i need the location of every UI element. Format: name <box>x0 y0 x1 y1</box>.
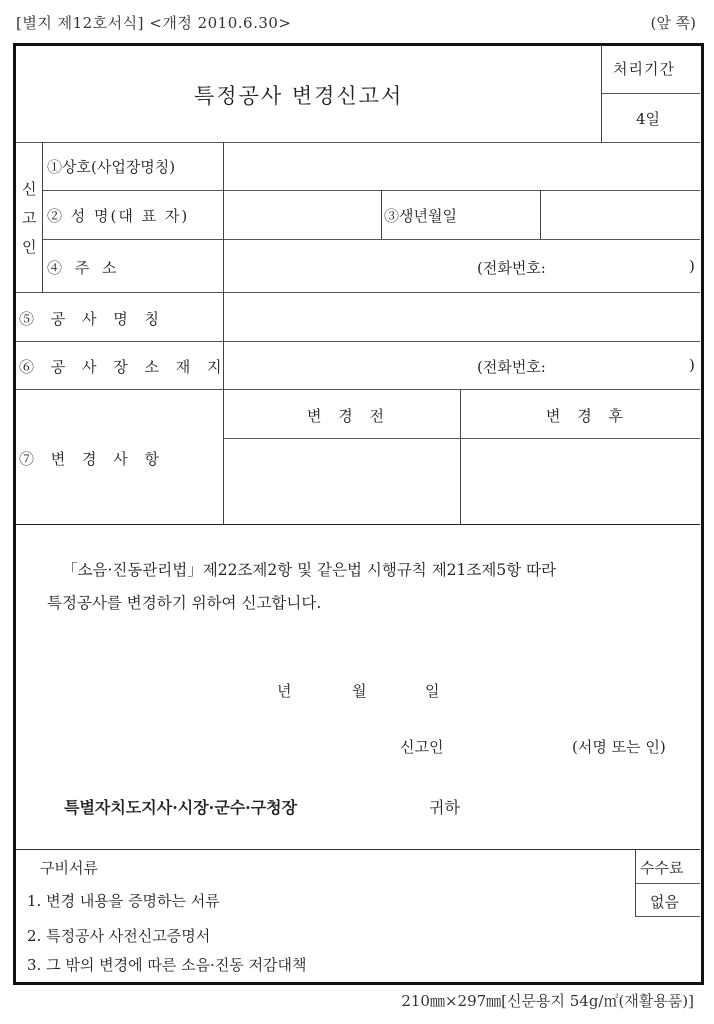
divider <box>16 524 700 525</box>
construction-name-label: ⑤ 공 사 명 칭 <box>19 310 166 328</box>
divider <box>42 190 700 191</box>
divider <box>16 292 700 293</box>
birth-date-label: ③생년월일 <box>384 207 457 225</box>
divider <box>16 389 700 390</box>
page-side: (앞 쪽) <box>650 14 696 32</box>
business-name-label: ①상호(사업장명칭) <box>47 158 176 176</box>
fee-value: 없음 <box>650 893 679 911</box>
paper-spec: 210㎜×297㎜[신문용지 54g/㎡(재활용품)] <box>401 992 694 1010</box>
address-phone-close: ) <box>689 257 695 275</box>
document-item-2: 2. 특정공사 사전신고증명서 <box>27 927 211 945</box>
divider <box>460 389 461 524</box>
processing-period-label: 처리기간 <box>613 60 675 78</box>
construction-name-field[interactable] <box>225 294 699 340</box>
construction-site-field[interactable] <box>225 343 699 388</box>
statement-line-2: 특정공사를 변경하기 위하여 신고합니다. <box>47 594 322 612</box>
after-change-header: 변 경 후 <box>546 407 630 425</box>
signature-hint: (서명 또는 인) <box>572 738 666 756</box>
divider <box>16 142 700 143</box>
divider <box>601 93 700 94</box>
reporter-group-label-3: 인 <box>22 238 37 256</box>
address-phone-label: (전화번호: <box>477 259 546 277</box>
divider <box>42 142 43 292</box>
documents-label: 구비서류 <box>40 859 98 877</box>
construction-site-phone-label: (전화번호: <box>477 358 546 376</box>
addressee-suffix: 귀하 <box>429 798 460 817</box>
reporter-group-label-1: 신 <box>22 180 37 198</box>
processing-period-value: 4일 <box>636 110 661 128</box>
statement-line-1: 「소음·진동관리법」제22조제2항 및 같은법 시행규칙 제21조제5항 따라 <box>62 561 557 579</box>
addressee: 특별자치도지사·시장·군수·구청장 <box>64 798 298 817</box>
construction-site-label: ⑥ 공 사 장 소 재 지 <box>19 358 228 376</box>
birth-date-field[interactable] <box>542 192 699 238</box>
divider <box>42 239 700 240</box>
after-change-field[interactable] <box>462 440 699 523</box>
reporter-group-label-2: 고 <box>22 209 37 227</box>
divider <box>635 916 700 917</box>
representative-name-label: ② 성 명(대 표 자) <box>47 207 190 225</box>
divider <box>540 190 541 239</box>
document-item-1: 1. 변경 내용을 증명하는 서류 <box>27 892 220 910</box>
date-day: 일 <box>425 682 440 700</box>
before-change-field[interactable] <box>225 440 459 523</box>
divider <box>16 341 700 342</box>
document-item-3: 3. 그 밖의 변경에 따른 소음·진동 저감대책 <box>27 956 307 974</box>
date-year: 년 <box>277 682 292 700</box>
divider <box>635 883 700 884</box>
divider <box>16 849 700 850</box>
fee-label: 수수료 <box>640 859 684 877</box>
form-number: [별지 제12호서식] <개정 2010.6.30> <box>16 14 292 32</box>
form-title: 특정공사 변경신고서 <box>194 84 404 108</box>
changes-label: ⑦ 변 경 사 항 <box>19 450 166 468</box>
divider <box>223 438 700 439</box>
date-month: 월 <box>352 682 367 700</box>
signer-label: 신고인 <box>400 738 444 756</box>
business-name-field[interactable] <box>225 144 699 189</box>
divider <box>381 190 382 239</box>
address-field[interactable] <box>225 241 699 291</box>
construction-site-phone-close: ) <box>689 356 695 374</box>
before-change-header: 변 경 전 <box>307 407 391 425</box>
address-label: ④ 주 소 <box>47 259 121 277</box>
representative-name-field[interactable] <box>225 192 380 238</box>
divider <box>223 142 224 524</box>
